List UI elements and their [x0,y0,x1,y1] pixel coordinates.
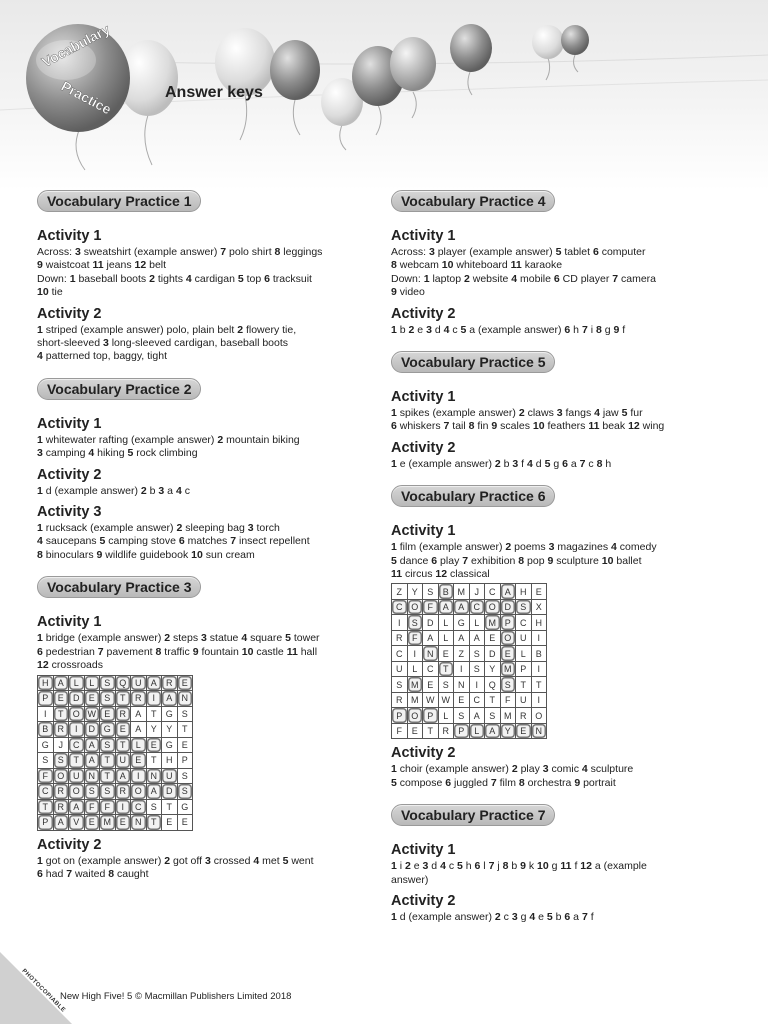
grid-letter: N [454,677,470,693]
grid-row [38,737,193,753]
grid-letter: G [162,737,178,753]
grid-letter: P [516,661,532,677]
page-title: Answer keys [165,84,263,101]
grid-row [392,599,547,615]
grid-letter: S [392,677,408,693]
grid-letter: M [485,615,501,631]
grid-letter: R [438,723,454,739]
grid-letter: O [131,784,147,800]
grid-letter: T [423,723,439,739]
grid-row [38,815,193,831]
grid-row [392,630,547,646]
grid-letter: S [84,784,100,800]
grid-letter: C [469,692,485,708]
grid-letter: Y [407,584,423,600]
section-heading-vp2: Vocabulary Practice 2 [37,378,201,400]
grid-letter: E [177,675,193,691]
grid-row [392,661,547,677]
grid-letter: T [485,692,501,708]
grid-row [392,677,547,693]
grid-letter: P [38,815,54,831]
grid-letter: H [38,675,54,691]
grid-letter: R [53,784,69,800]
activity-answers: 1 rucksack (example answer) 2 sleeping bag 3 torch 4 saucepans 5 camping stove 6 matches 7 insect repellent 8 binoculars 9 wildlife guidebook 10 sun cream [37,522,310,561]
grid-letter: E [53,691,69,707]
grid-letter: S [146,799,162,815]
grid-letter: D [162,784,178,800]
grid-letter: A [485,723,501,739]
activity-answers: 1 d (example answer) 2 b 3 a 4 c [37,484,190,497]
grid-letter: U [516,630,532,646]
grid-letter: A [469,708,485,724]
grid-letter: I [531,692,547,708]
grid-letter: R [162,675,178,691]
activity-title: Activity 1 [391,228,456,244]
activity-title: Activity 1 [391,523,456,540]
grid-letter: I [454,661,470,677]
activity-title: Activity 2 [391,745,456,762]
grid-letter: E [485,630,501,646]
grid-letter: C [469,599,485,615]
section-heading-vp4: Vocabulary Practice 4 [391,190,555,212]
grid-letter: S [407,615,423,631]
grid-letter: W [423,692,439,708]
grid-letter: G [162,706,178,722]
grid-letter: M [454,584,470,600]
grid-letter: Y [162,722,178,738]
badge-word-vocabulary: Vocabulary [39,21,113,71]
grid-letter: S [500,677,516,693]
activity-title: Activity 2 [37,305,102,322]
grid-letter: C [516,615,532,631]
grid-letter: O [69,706,85,722]
grid-letter: E [115,722,131,738]
grid-letter: E [177,737,193,753]
grid-letter: W [84,706,100,722]
grid-letter: L [516,646,532,662]
grid-letter: V [69,815,85,831]
grid-letter: Y [485,661,501,677]
grid-letter: T [162,799,178,815]
activity-answers: 1 whitewater rafting (example answer) 2 mountain biking 3 camping 4 hiking 5 rock climbing [37,433,300,460]
grid-letter: L [438,615,454,631]
grid-letter: Z [454,646,470,662]
grid-letter: A [115,768,131,784]
grid-letter: R [131,691,147,707]
grid-letter: G [100,722,116,738]
grid-letter: E [500,646,516,662]
grid-letter: D [423,615,439,631]
grid-letter: J [469,584,485,600]
grid-letter: A [131,722,147,738]
grid-letter: S [177,706,193,722]
activity-title: Activity 1 [391,842,456,859]
grid-letter: O [69,784,85,800]
grid-letter: I [115,799,131,815]
wordsearch-grid-vp3 [37,675,193,831]
activity-title: Activity 2 [37,466,102,483]
grid-letter: I [131,768,147,784]
section-heading-vp5: Vocabulary Practice 5 [391,351,555,373]
grid-letter: E [100,706,116,722]
grid-letter: A [146,675,162,691]
grid-letter: A [69,799,85,815]
activity-title: Activity 1 [37,614,102,631]
grid-letter: A [84,737,100,753]
activity-answers: 1 e (example answer) 2 b 3 f 4 d 5 g 6 a 7 c 8 h [391,457,612,470]
grid-letter: A [454,599,470,615]
grid-letter: S [100,675,116,691]
grid-letter: A [469,630,485,646]
grid-row [38,706,193,722]
grid-row [392,615,547,631]
grid-letter: U [131,675,147,691]
grid-letter: T [100,753,116,769]
photocopiable-label: PHOTOCOPIABLE [20,968,67,1014]
grid-row [38,753,193,769]
grid-letter: U [516,692,532,708]
grid-row [392,646,547,662]
grid-letter: L [69,675,85,691]
grid-letter: H [516,584,532,600]
grid-letter: G [454,615,470,631]
activity-title: Activity 3 [37,504,102,521]
grid-letter: C [392,599,408,615]
grid-row [38,768,193,784]
grid-letter: I [531,630,547,646]
section-heading-vp1: Vocabulary Practice 1 [37,190,201,212]
activity-title: Activity 2 [37,836,102,853]
grid-letter: C [38,784,54,800]
grid-letter: N [423,646,439,662]
grid-letter: S [469,661,485,677]
grid-letter: S [423,584,439,600]
grid-letter: N [531,723,547,739]
grid-letter: I [531,661,547,677]
balloons-illustration [0,0,768,190]
grid-letter: R [115,784,131,800]
activity-title: Activity 2 [391,439,456,456]
grid-letter: T [146,706,162,722]
grid-letter: T [438,661,454,677]
grid-letter: M [407,677,423,693]
grid-letter: P [392,708,408,724]
grid-letter: P [38,691,54,707]
grid-letter: M [100,815,116,831]
activity-answers: 1 striped (example answer) polo, plain belt 2 flowery tie, short-sleeved 3 long-sleeved cardigan, baseball boots 4 patterned top, baggy, tight [37,323,297,363]
grid-letter: F [407,630,423,646]
grid-letter: O [407,599,423,615]
left-column [37,190,377,881]
grid-letter: E [84,815,100,831]
grid-letter: T [177,722,193,738]
grid-letter: I [69,722,85,738]
grid-letter: T [38,799,54,815]
grid-letter: A [423,630,439,646]
grid-letter: S [177,768,193,784]
grid-letter: I [38,706,54,722]
grid-letter: D [500,599,516,615]
grid-letter: S [485,708,501,724]
grid-letter: N [177,691,193,707]
grid-letter: H [531,615,547,631]
grid-letter: T [516,677,532,693]
activity-answers: 1 film (example answer) 2 poems 3 magazines 4 comedy 5 dance 6 play 7 exhibition 8 pop 9 sculpture 10 ballet 11 circus 12 classical [391,541,657,581]
grid-letter: S [177,784,193,800]
grid-letter: E [407,723,423,739]
grid-letter: Y [146,722,162,738]
grid-letter: T [100,768,116,784]
grid-letter: T [146,753,162,769]
grid-letter: A [162,691,178,707]
wordsearch-grid-vp6 [391,583,547,739]
activity-answers: 1 bridge (example answer) 2 steps 3 statue 4 square 5 tower 6 pedestrian 7 pavement 8 traffic 9 fountain 10 castle 11 hall 12 crossroads [37,632,320,672]
grid-letter: P [423,708,439,724]
grid-letter: A [53,815,69,831]
grid-letter: S [100,691,116,707]
grid-letter: O [531,708,547,724]
grid-letter: L [407,661,423,677]
grid-letter: I [146,691,162,707]
grid-letter: E [454,692,470,708]
grid-letter: F [38,768,54,784]
grid-letter: A [131,706,147,722]
activity-answers: 1 choir (example answer) 2 play 3 comic 4 sculpture 5 compose 6 juggled 7 film 8 orchestra 9 portrait [391,763,634,789]
grid-letter: N [131,815,147,831]
grid-letter: T [146,815,162,831]
grid-letter: O [500,630,516,646]
grid-letter: Q [485,677,501,693]
grid-letter: F [500,692,516,708]
grid-letter: E [84,691,100,707]
grid-letter: F [100,799,116,815]
grid-letter: S [469,646,485,662]
grid-letter: F [84,799,100,815]
grid-letter: U [162,768,178,784]
grid-letter: R [115,706,131,722]
grid-letter: S [516,599,532,615]
badge-word-practice: Practice [58,77,115,118]
grid-letter: L [469,615,485,631]
grid-letter: D [485,646,501,662]
grid-letter: F [392,723,408,739]
activity-answers: 1 spikes (example answer) 2 claws 3 fangs 4 jaw 5 fur 6 whiskers 7 tail 8 fin 9 scales 10 feathers 11 beak 12 wing [391,407,665,433]
grid-letter: C [392,646,408,662]
grid-letter: A [53,675,69,691]
grid-letter: L [438,630,454,646]
grid-letter: A [500,584,516,600]
grid-letter: U [392,661,408,677]
grid-letter: A [454,630,470,646]
grid-letter: G [38,737,54,753]
grid-letter: C [485,584,501,600]
grid-letter: O [53,768,69,784]
grid-letter: T [115,691,131,707]
grid-letter: D [69,691,85,707]
grid-letter: M [500,661,516,677]
grid-letter: R [516,708,532,724]
activity-answers: 1 i 2 e 3 d 4 c 5 h 6 l 7 j 8 b 9 k 10 g 11 f 12 a (example answer) [391,860,647,886]
grid-letter: W [438,692,454,708]
grid-letter: H [162,753,178,769]
section-heading-vp7: Vocabulary Practice 7 [391,804,555,826]
grid-row [38,691,193,707]
grid-letter: T [53,706,69,722]
grid-letter: M [407,692,423,708]
grid-letter: R [53,722,69,738]
grid-row [392,723,547,739]
grid-letter: I [407,646,423,662]
grid-letter: L [84,675,100,691]
grid-letter: F [423,599,439,615]
grid-letter: J [53,737,69,753]
grid-letter: U [115,753,131,769]
grid-letter: S [454,708,470,724]
grid-letter: C [131,799,147,815]
grid-letter: L [131,737,147,753]
section-heading-vp6: Vocabulary Practice 6 [391,485,555,507]
activity-title: Activity 2 [391,305,456,322]
grid-letter: N [146,768,162,784]
activity-title: Activity 2 [391,893,456,910]
grid-letter: N [84,768,100,784]
grid-letter: S [53,753,69,769]
grid-letter: A [146,784,162,800]
activity-answers: 1 b 2 e 3 d 4 c 5 a (example answer) 6 h 7 i 8 g 9 f [391,323,626,336]
grid-letter: G [177,799,193,815]
grid-letter: S [438,677,454,693]
activity-answers: 1 d (example answer) 2 c 3 g 4 e 5 b 6 a 7 f [391,911,594,924]
grid-row [38,784,193,800]
grid-letter: S [100,784,116,800]
grid-row [38,675,193,691]
grid-letter: M [500,708,516,724]
grid-letter: E [131,753,147,769]
grid-letter: E [115,815,131,831]
grid-letter: E [162,815,178,831]
grid-letter: I [392,615,408,631]
grid-letter: T [531,677,547,693]
grid-letter: B [531,646,547,662]
grid-row [392,708,547,724]
grid-letter: S [38,753,54,769]
grid-letter: T [69,753,85,769]
grid-letter: E [177,815,193,831]
grid-letter: Y [500,723,516,739]
activity-title: Activity 1 [37,415,102,432]
grid-letter: R [392,692,408,708]
grid-letter: L [469,723,485,739]
grid-letter: P [454,723,470,739]
grid-letter: B [438,584,454,600]
grid-row [392,692,547,708]
grid-letter: T [115,737,131,753]
grid-letter: O [407,708,423,724]
grid-letter: L [438,708,454,724]
activity-answers: Across: 3 player (example answer) 5 tablet 6 computer 8 webcam 10 whiteboard 11 karaoke Down: 1 laptop 2 website 4 mobile 6 CD player 7 camera 9 video [391,246,657,299]
grid-letter: I [469,677,485,693]
grid-letter: E [146,737,162,753]
grid-letter: E [438,646,454,662]
grid-letter: A [438,599,454,615]
grid-row [38,799,193,815]
grid-letter: C [69,737,85,753]
header-banner [0,0,768,190]
grid-letter: U [69,768,85,784]
grid-letter: Q [115,675,131,691]
grid-letter: O [485,599,501,615]
grid-letter: A [84,753,100,769]
grid-letter: P [177,753,193,769]
copyright-footer: New High Five! 5 © Macmillan Publishers Limited 2018 [60,991,292,1002]
grid-row [392,584,547,600]
grid-letter: Z [392,584,408,600]
grid-letter: B [38,722,54,738]
grid-letter: R [53,799,69,815]
grid-letter: E [516,723,532,739]
activity-title: Activity 1 [391,389,456,406]
grid-letter: X [531,599,547,615]
grid-letter: R [392,630,408,646]
grid-letter: S [100,737,116,753]
grid-row [38,722,193,738]
activity-answers: 1 got on (example answer) 2 got off 3 crossed 4 met 5 went 6 had 7 waited 8 caught [37,854,314,880]
grid-letter: E [423,677,439,693]
grid-letter: D [84,722,100,738]
grid-letter: E [531,584,547,600]
section-heading-vp3: Vocabulary Practice 3 [37,576,201,598]
grid-letter: C [423,661,439,677]
activity-answers: Across: 3 sweatshirt (example answer) 7 polo shirt 8 leggings 9 waistcoat 11 jeans 12 belt Down: 1 baseball boots 2 tights 4 cardigan 5 top 6 tracksuit 10 tie [37,246,323,299]
activity-title: Activity 1 [37,228,102,244]
grid-letter: P [500,615,516,631]
right-column [391,190,736,925]
